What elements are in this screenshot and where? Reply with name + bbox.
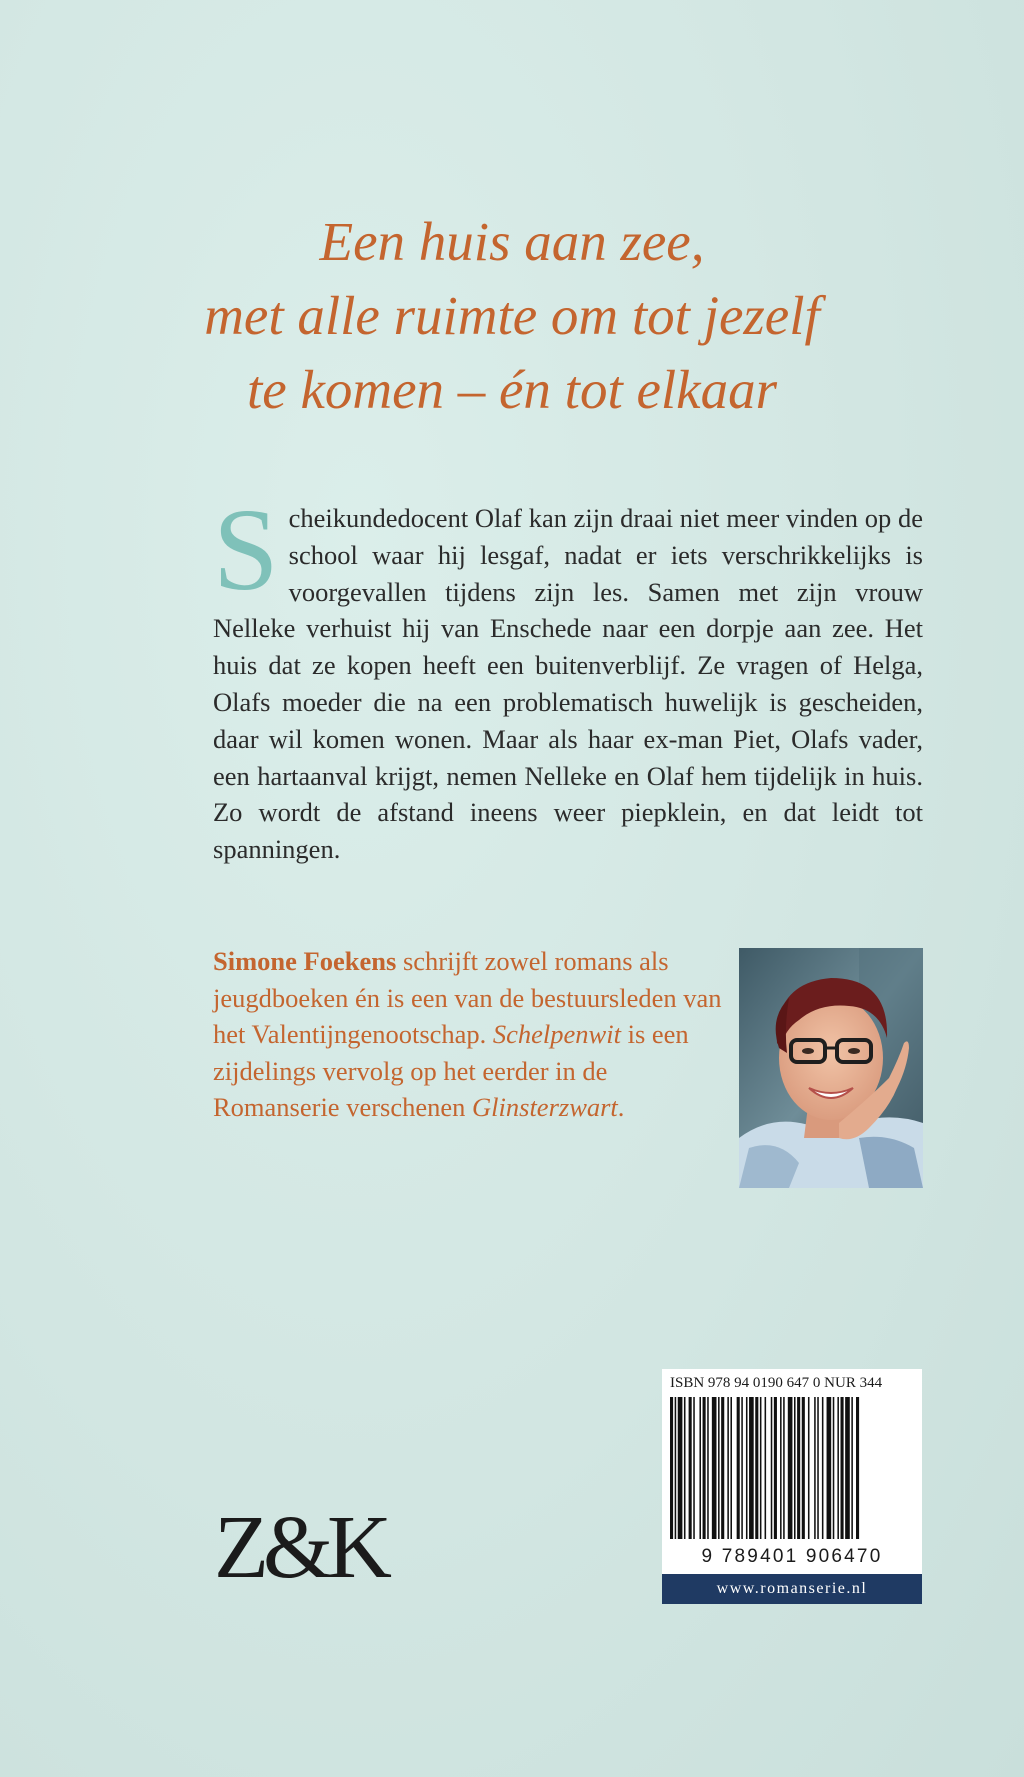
barcode-bar xyxy=(851,1397,853,1539)
book-blurb xyxy=(213,484,923,868)
barcode-bar xyxy=(693,1397,695,1539)
barcode-bar xyxy=(797,1397,800,1539)
barcode-bar xyxy=(845,1397,850,1539)
barcode-bar xyxy=(856,1397,859,1539)
blurb-text: cheikundedocent Olaf kan zijn draai niet meer vinden op de school waar hij lesgaf, nadat er iets verschrikkelijks is voorgevallen tijdens zijn les. Samen met zijn vrouw Nelleke verhuist hij van Enschede naar een dorpje aan zee. Het huis dat ze kopen heeft een buitenverblijf. Ze vragen of Helga, Olafs moeder die na een problematisch huwelijk is gescheiden, daar wil komen wonen. Maar als haar ex-man Piet, Olafs vader, een hartaanval krijgt, nemen Nelleke en Olaf hem tijdelijk in huis. Zo wordt de afstand ineens weer piepklein, en dat leidt tot spanningen. xyxy=(213,503,923,865)
barcode-bar xyxy=(703,1397,706,1539)
drop-cap: S xyxy=(213,484,279,615)
tagline-line-2: met alle ruimte om tot jezelf xyxy=(204,285,820,346)
barcode-bar xyxy=(794,1397,796,1539)
tagline-line-3: te komen – én tot elkaar xyxy=(247,359,777,420)
barcode-bar xyxy=(718,1397,720,1539)
barcode-bar xyxy=(749,1397,754,1539)
barcode-bar xyxy=(712,1397,717,1539)
barcode-digits: 9 789401 906470 xyxy=(701,1546,883,1567)
barcode-bar xyxy=(707,1397,709,1539)
barcode-bar xyxy=(689,1397,692,1539)
barcode-bar xyxy=(760,1397,762,1539)
barcode-block xyxy=(662,1369,922,1604)
barcode-bar xyxy=(814,1397,816,1539)
website-url: www.romanserie.nl xyxy=(662,1574,922,1604)
barcode-bar xyxy=(721,1397,724,1539)
previous-book-title: Glinsterzwart xyxy=(472,1092,618,1122)
author-bio xyxy=(213,943,723,1126)
barcode-bar xyxy=(771,1397,773,1539)
barcode-bar xyxy=(833,1397,835,1539)
barcode-bar xyxy=(741,1397,743,1539)
tagline-line-1: Een huis aan zee, xyxy=(319,211,705,272)
barcode-bar xyxy=(822,1397,824,1539)
barcode-bar xyxy=(730,1397,732,1539)
barcode-bar xyxy=(817,1397,819,1539)
barcode-bar xyxy=(788,1397,793,1539)
barcode-bar xyxy=(802,1397,805,1539)
barcode-bar xyxy=(783,1397,785,1539)
barcode-bar xyxy=(827,1397,832,1539)
barcode-icon xyxy=(670,1397,914,1547)
isbn-text: ISBN 978 94 0190 647 0 NUR 344 xyxy=(670,1375,883,1391)
barcode-bar xyxy=(837,1397,839,1539)
publisher-logo: Z&K xyxy=(214,1498,386,1597)
barcode-bar xyxy=(684,1397,686,1539)
barcode-bar xyxy=(841,1397,844,1539)
barcode-bar xyxy=(808,1397,810,1539)
author-bio-text-2: is een zijdelings vervolg op het eerder in de Romanserie verschenen xyxy=(213,1019,689,1122)
barcode-bar xyxy=(755,1397,758,1539)
barcode-bar xyxy=(765,1397,767,1539)
author-photo xyxy=(739,948,923,1188)
author-name: Simone Foekens xyxy=(213,946,397,976)
barcode-bar xyxy=(670,1397,673,1539)
barcode-bar xyxy=(727,1397,729,1539)
barcode-bar xyxy=(737,1397,740,1539)
author-bio-end: . xyxy=(617,1092,625,1122)
barcode-bar xyxy=(780,1397,782,1539)
barcode-bar xyxy=(746,1397,748,1539)
barcode-bar xyxy=(774,1397,777,1539)
tagline xyxy=(0,205,1024,427)
book-title: Schelpenwit xyxy=(492,1019,621,1049)
author-bio-text-1: schrijft zowel romans als jeugdboeken én is een van de bestuursleden van het Valentijngenootschap. xyxy=(213,946,722,1049)
barcode-bar xyxy=(675,1397,677,1539)
barcode-bar xyxy=(678,1397,683,1539)
barcode-bar xyxy=(699,1397,701,1539)
